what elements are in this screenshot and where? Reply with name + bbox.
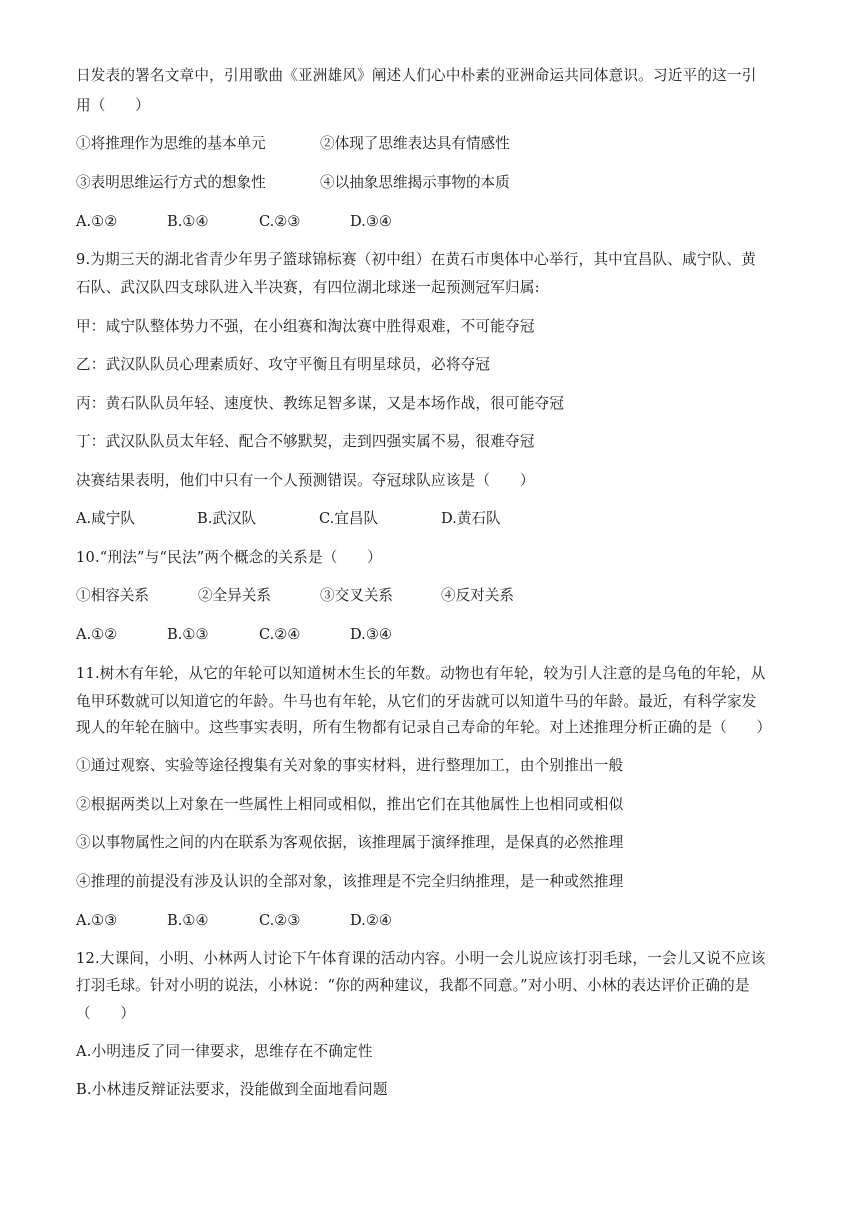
q10-statement-2: ②全异关系 <box>198 587 271 604</box>
q10-statement-1: ①相容关系 <box>76 587 149 604</box>
q8-choice-d[interactable]: D.③④ <box>350 213 392 230</box>
q8-statement-4: ④以抽象思维揭示事物的本质 <box>320 174 510 191</box>
q10-answer-choices <box>76 625 796 645</box>
q12-stem-line-2: 打羽毛球。针对小明的说法，小林说：“你的两种建议，我都不同意。”对小明、小林的表达评价正确的是 <box>76 977 750 994</box>
q8-statements-row-2 <box>76 173 796 193</box>
q9-prediction-bing: 丙：黄石队队员年轻、速度快、教练足智多谋，又是本场作战，很可能夺冠 <box>76 395 565 412</box>
q8-choice-b[interactable]: B.①④ <box>167 213 209 230</box>
q9-prediction-ding: 丁：武汉队队员太年轻、配合不够默契，走到四强实属不易，很难夺冠 <box>76 433 535 450</box>
q11-stem-line-2: 龟甲环数就可以知道它的年龄。牛马也有年轮，从它们的牙齿就可以知道牛马的年龄。最近，有科学家发 <box>76 693 757 710</box>
q10-choice-b[interactable]: B.①③ <box>167 626 209 643</box>
q11-choice-c[interactable]: C.②③ <box>259 912 301 929</box>
q8-stem-line-2: 用（ ） <box>76 97 150 114</box>
q9-choice-b[interactable]: B.武汉队 <box>197 510 257 527</box>
q11-choice-b[interactable]: B.①④ <box>167 912 209 929</box>
q8-statement-3: ③表明思维运行方式的想象性 <box>76 174 266 191</box>
q11-stem-line-3: 现人的年轮在脑中。这些事实表明，所有生物都有记录自己寿命的年轮。对上述推理分析正确的是（ ） <box>76 719 772 736</box>
q8-choice-a[interactable]: A.①② <box>76 213 118 230</box>
q9-answer-choices <box>76 509 796 529</box>
q9-choice-c[interactable]: C.宜昌队 <box>319 510 379 527</box>
q12-choice-a[interactable]: A.小明违反了同一律要求，思维存在不确定性 <box>76 1043 373 1060</box>
q11-statement-4: ④推理的前提没有涉及认识的全部对象，该推理是不完全归纳推理，是一种或然推理 <box>76 873 624 890</box>
q9-prediction-jia: 甲：咸宁队整体势力不强，在小组赛和淘汰赛中胜得艰难，不可能夺冠 <box>76 318 535 335</box>
q9-question: 决赛结果表明，他们中只有一个人预测错误。夺冠球队应该是（ ） <box>76 472 535 489</box>
q12-choice-b[interactable]: B.小林违反辩证法要求，没能做到全面地看问题 <box>76 1081 388 1098</box>
q11-statement-3: ③以事物属性之间的内在联系为客观依据，该推理属于演绎推理，是保真的必然推理 <box>76 834 624 851</box>
q8-statement-1: ①将推理作为思维的基本单元 <box>76 135 266 152</box>
q11-statement-2: ②根据两类以上对象在一些属性上相同或相似，推出它们在其他属性上也相同或相似 <box>76 796 624 813</box>
q9-prediction-yi: 乙：武汉队队员心理素质好、攻守平衡且有明星球员，必将夺冠 <box>76 356 491 373</box>
q9-stem-line-1: 9.为期三天的湖北省青少年男子篮球锦标赛（初中组）在黄石市奥体中心举行，其中宜昌队、咸宁队、黄 <box>76 251 757 268</box>
q10-statements-row <box>76 586 796 606</box>
q10-statement-4: ④反对关系 <box>441 587 514 604</box>
q10-stem: 10.“刑法”与“民法”两个概念的关系是（ ） <box>76 549 382 566</box>
q10-choice-a[interactable]: A.①② <box>76 626 118 643</box>
q9-choice-a[interactable]: A.咸宁队 <box>76 510 135 527</box>
q10-choice-c[interactable]: C.②④ <box>259 626 301 643</box>
q11-statement-1: ①通过观察、实验等途径搜集有关对象的事实材料，进行整理加工，由个别推出一般 <box>76 757 624 774</box>
q8-statement-2: ②体现了思维表达具有情感性 <box>320 135 510 152</box>
q11-choice-a[interactable]: A.①③ <box>76 912 118 929</box>
q9-choice-d[interactable]: D.黄石队 <box>441 510 501 527</box>
q11-answer-choices <box>76 911 796 931</box>
q8-statements-row-1 <box>76 134 796 154</box>
q11-stem-line-1: 11.树木有年轮，从它的年轮可以知道树木生长的年数。动物也有年轮，较为引人注意的是乌龟的年轮，从 <box>76 665 766 682</box>
q10-choice-d[interactable]: D.③④ <box>350 626 392 643</box>
q12-stem-line-1: 12.大课间，小明、小林两人讨论下午体育课的活动内容。小明一会儿说应该打羽毛球，一会儿又说不应该 <box>76 950 766 967</box>
q8-stem-line-1: 日发表的署名文章中，引用歌曲《亚洲雄风》阐述人们心中朴素的亚洲命运共同体意识。习近平的这一引 <box>76 67 757 84</box>
q12-stem-line-3: （ ） <box>76 1005 136 1022</box>
q11-choice-d[interactable]: D.②④ <box>350 912 392 929</box>
q8-answer-choices <box>76 212 796 232</box>
q8-choice-c[interactable]: C.②③ <box>259 213 301 230</box>
q10-statement-3: ③交叉关系 <box>320 587 393 604</box>
q9-stem-line-2: 石队、武汉队四支球队进入半决赛，有四位湖北球迷一起预测冠军归属: <box>76 279 540 296</box>
